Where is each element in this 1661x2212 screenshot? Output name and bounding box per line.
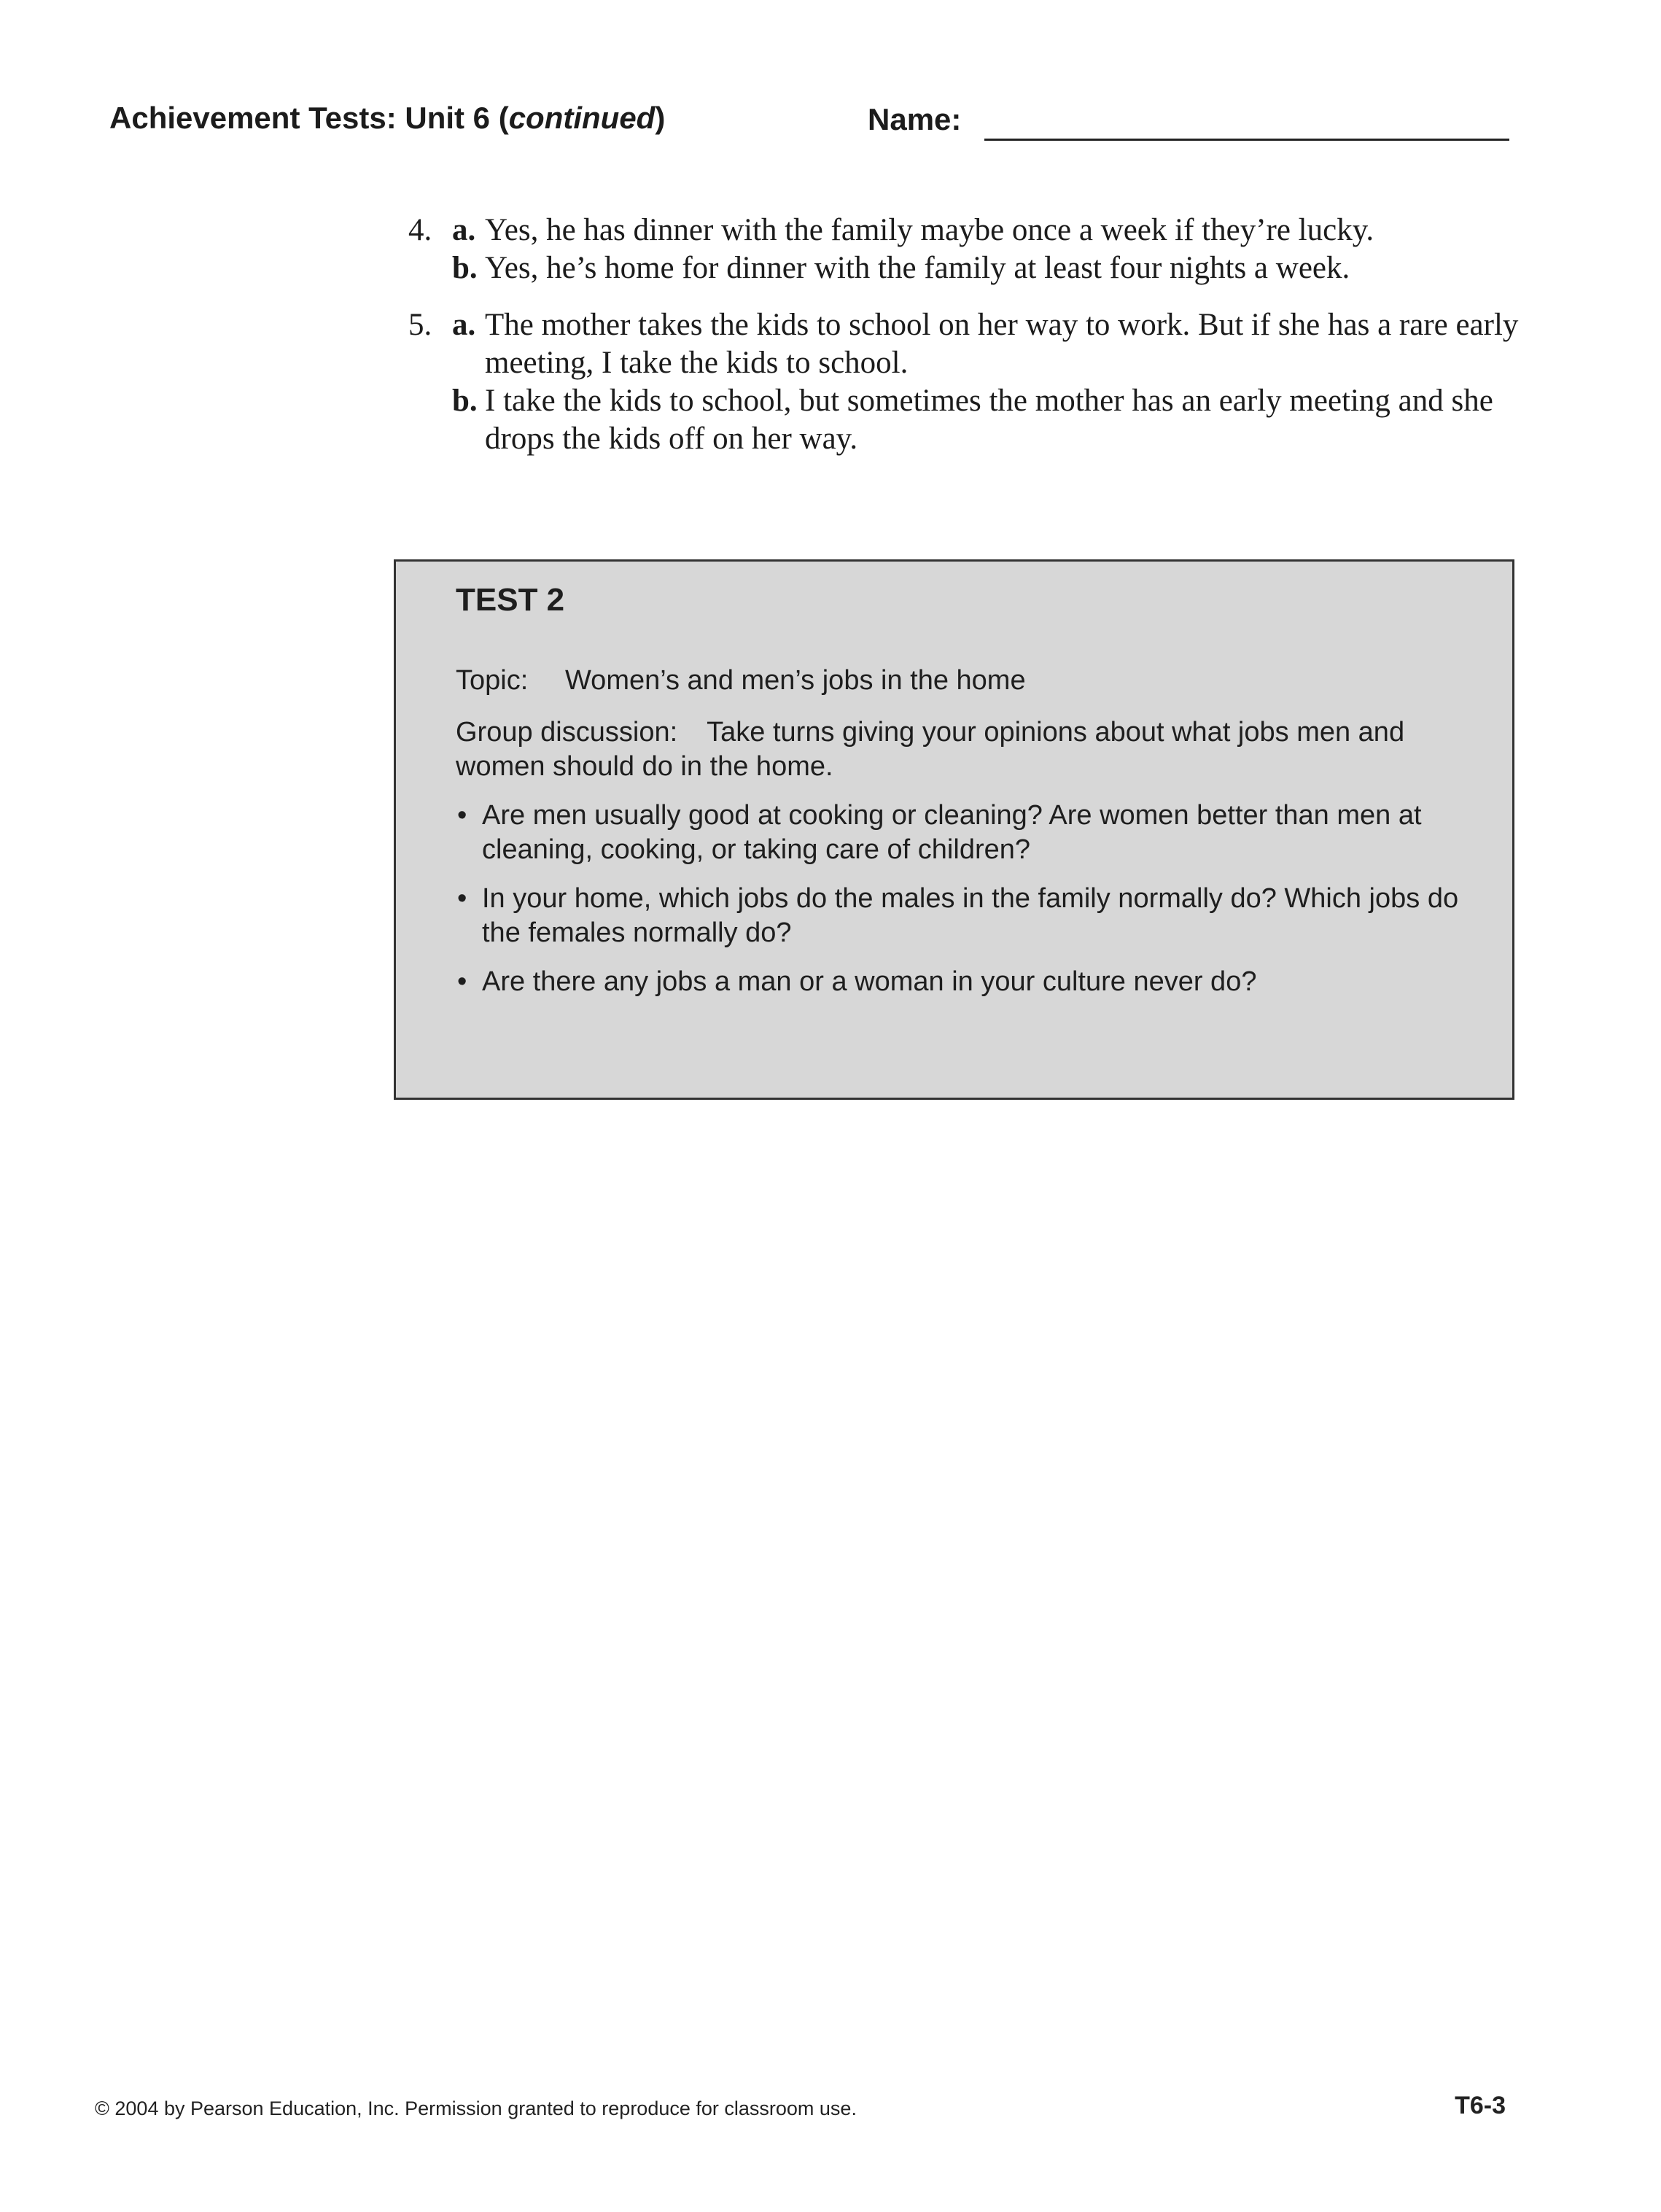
title-main: Achievement Tests: Unit 6 ( [109,101,509,135]
page-title [109,101,665,136]
bullet-text: Are men usually good at cooking or cleaning? Are women better than men at cleaning, cooking, or taking care of children? [482,800,1422,865]
discussion-bullet [456,882,1477,950]
topic-text: Women’s and men’s jobs in the home [565,665,1026,696]
title-italic: continued [508,101,656,135]
question-5-option-a [408,306,1531,382]
question-4-option-b [408,249,1531,287]
option-letter: b. [452,384,478,418]
discussion-bullet [456,799,1477,867]
topic-line [456,664,1477,698]
question-list [408,212,1531,477]
topic-label: Topic: [456,665,529,696]
question-4 [408,212,1531,287]
bullet-icon: • [457,883,467,914]
option-text: Yes, he has dinner with the family maybe once a week if they’re lucky. [485,213,1374,247]
question-4-option-a [408,212,1531,249]
title-close: ) [655,101,666,135]
copyright-notice: © 2004 by Pearson Education, Inc. Permission granted to reproduce for classroom use. [95,2097,857,2119]
test-2-content [456,664,1477,1014]
option-text: I take the kids to school, but sometimes the mother has an early meeting and she drops the kids off on her way. [485,384,1493,456]
page-number: T6-3 [1455,2092,1506,2119]
test-2-title: TEST 2 [456,582,565,618]
discussion-instructions [456,715,1477,784]
option-text: Yes, he’s home for dinner with the family at least four nights a week. [485,251,1350,285]
option-letter: b. [452,251,478,285]
question-number: 4. [408,213,432,247]
option-text: The mother takes the kids to school on her way to work. But if she has a rare early meeting, I take the kids to school. [485,308,1519,380]
page-header [109,101,1517,152]
question-number: 5. [408,308,432,342]
discussion-text: Take turns giving your opinions about what jobs men and women should do in the home. [456,717,1405,782]
discussion-bullet [456,965,1477,999]
bullet-icon: • [457,966,467,997]
question-5 [408,306,1531,458]
name-field-line[interactable] [984,139,1509,141]
bullet-text: Are there any jobs a man or a woman in your culture never do? [482,966,1257,997]
bullet-text: In your home, which jobs do the males in the family normally do? Which jobs do the females normally do? [482,883,1459,948]
bullet-icon: • [457,800,467,831]
test-2-box [394,559,1514,1100]
discussion-label: Group discussion: [456,717,678,748]
name-label: Name: [868,102,962,136]
question-5-option-b [408,382,1531,458]
option-letter: a. [452,213,476,247]
option-letter: a. [452,308,476,342]
